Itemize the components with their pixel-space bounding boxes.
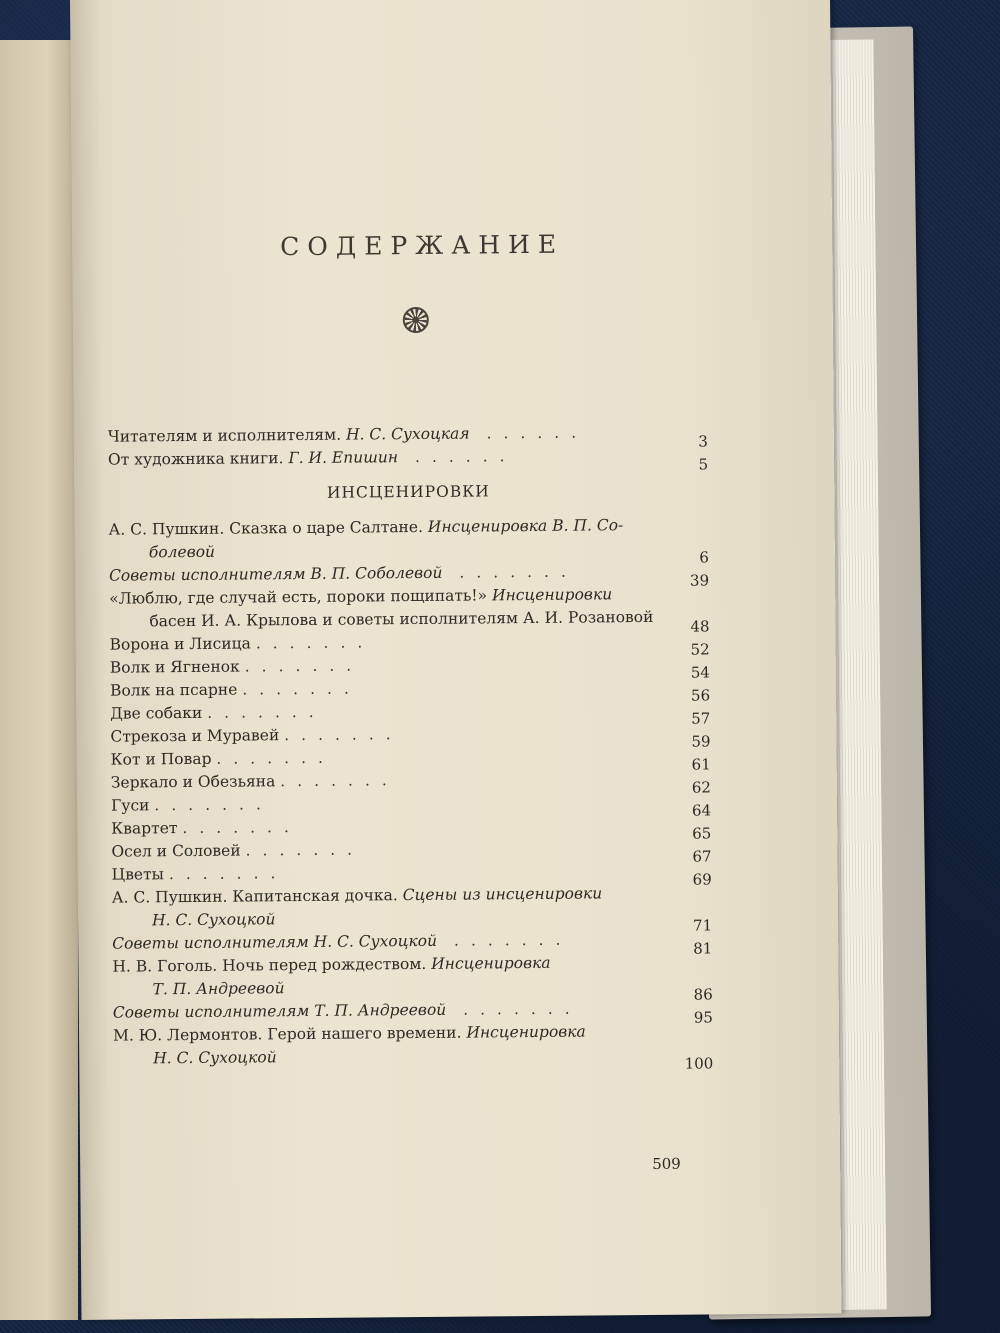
- toc-entry: [109, 582, 710, 636]
- toc-entry: [112, 950, 713, 1004]
- entry-text: От художника книги.: [107, 449, 284, 469]
- table-of-contents: [107, 420, 714, 1073]
- entry-text: Ворона и Лисица: [109, 634, 251, 654]
- entry-italic: Советы исполнителям Н. С. Сухоцкой: [112, 931, 438, 953]
- book-page: [70, 0, 841, 1320]
- entry-page-number: 57: [691, 709, 711, 728]
- entry-text: Кот и Повар: [110, 749, 212, 769]
- entries-list: [108, 513, 714, 1073]
- entry-text: «Люблю, где случай есть, пороки пощипать!»: [109, 586, 488, 608]
- entry-text: Читателям и исполнителям.: [107, 425, 342, 446]
- toc-entry: [108, 513, 709, 567]
- toc-entry: [107, 443, 709, 474]
- leader-dots: .......: [242, 679, 361, 699]
- leader-dots: .......: [245, 840, 365, 860]
- entry-page-number: 100: [684, 1054, 714, 1073]
- entry-line: [108, 443, 708, 471]
- entry-italic: Советы исполнителям В. П. Соболевой: [108, 563, 443, 585]
- leader-dots: .......: [446, 999, 582, 1019]
- entry-text: Квартет: [111, 819, 178, 838]
- entry-text: А. С. Пушкин. Капитанская дочка.: [111, 886, 398, 907]
- entry-page-number: 3: [698, 432, 708, 451]
- page-number: 509: [652, 1154, 681, 1173]
- entry-page-number: 56: [690, 686, 711, 705]
- entry-cont-text: Н. С. Сухоцкой: [153, 1048, 277, 1068]
- entry-italic: Инсценировка: [431, 953, 551, 973]
- entry-page-number: 5: [698, 455, 709, 474]
- entry-page-number: 61: [691, 755, 711, 774]
- entry-page-number: 59: [691, 732, 711, 751]
- leader-dots: .......: [216, 748, 335, 768]
- entry-page-number: 64: [691, 801, 712, 820]
- entry-page-number: 48: [690, 617, 710, 636]
- entry-text: Гуси: [110, 796, 150, 815]
- entry-page-number: 86: [693, 985, 713, 1004]
- entry-italic: Сцены из инсценировки: [402, 884, 603, 905]
- entry-page-number: 71: [692, 916, 713, 935]
- entry-page-number: 69: [692, 870, 712, 889]
- leader-dots: .......: [244, 656, 364, 676]
- entry-italic: Инсценировка: [466, 1022, 586, 1042]
- rosette-ornament-icon: [403, 307, 429, 333]
- entry-page-number: 65: [692, 824, 712, 843]
- entry-cont-text: Н. С. Сухоцкой: [151, 910, 276, 930]
- entry-cont-text: басен И. А. Крылова и советы исполнителям А. И. Розановой: [149, 607, 654, 631]
- leader-dots: ......: [469, 423, 589, 443]
- leader-dots: ......: [397, 447, 517, 467]
- leader-dots: .......: [280, 771, 399, 791]
- entry-text: Волк и Ягненок: [109, 657, 240, 677]
- entry-italic: Инсценировка В. П. Со-: [427, 516, 624, 536]
- entry-page-number: 81: [693, 939, 713, 958]
- leader-dots: .......: [437, 930, 573, 950]
- entry-continuation: [113, 1042, 713, 1070]
- entry-cont-text: болевой: [148, 542, 216, 562]
- leader-dots: .......: [442, 562, 578, 582]
- entry-page-number: 54: [690, 663, 710, 682]
- entry-text: А. С. Пушкин. Сказка о царе Салтане.: [108, 517, 424, 539]
- toc-entry: [111, 881, 713, 935]
- entry-text: Волк на псарне: [109, 680, 238, 700]
- entry-author: Г. И. Епишин: [288, 448, 399, 468]
- entry-text: Осел и Соловей: [111, 841, 241, 861]
- front-matter-list: [107, 420, 709, 474]
- page-title: СОДЕРЖАНИЕ: [280, 229, 565, 262]
- entry-italic: Советы исполнителям Т. П. Андреевой: [112, 1000, 447, 1022]
- entry-text: Н. В. Гоголь. Ночь перед рождеством.: [112, 954, 427, 976]
- leader-dots: .......: [284, 725, 403, 745]
- section-heading: ИНСЦЕНИРОВКИ: [326, 482, 490, 502]
- entry-text: Цветы: [111, 865, 165, 884]
- entry-cont-text: Т. П. Андреевой: [152, 979, 285, 999]
- entry-page-number: 95: [693, 1008, 713, 1027]
- entry-text: Стрекоза и Муравей: [110, 726, 280, 746]
- entry-italic: Инсценировки: [491, 585, 613, 605]
- leader-dots: .......: [255, 633, 375, 653]
- entry-page-number: 62: [691, 778, 711, 797]
- entry-page-number: 6: [699, 548, 709, 567]
- entry-page-number: 67: [692, 847, 712, 866]
- entry-text: Зеркало и Обезьяна: [110, 772, 276, 792]
- left-page-edge: [0, 40, 78, 1320]
- entry-author: Н. С. Сухоцкая: [345, 424, 470, 444]
- leader-dots: .......: [154, 795, 273, 815]
- entry-page-number: 52: [690, 640, 710, 659]
- entry-text: Две собаки: [110, 703, 203, 723]
- leader-dots: .......: [168, 864, 288, 884]
- leader-dots: .......: [207, 702, 326, 722]
- toc-entry: [112, 1019, 714, 1073]
- leader-dots: .......: [182, 818, 301, 838]
- entry-page-number: 39: [689, 571, 710, 590]
- entry-text: М. Ю. Лермонтов. Герой нашего времени.: [112, 1023, 462, 1045]
